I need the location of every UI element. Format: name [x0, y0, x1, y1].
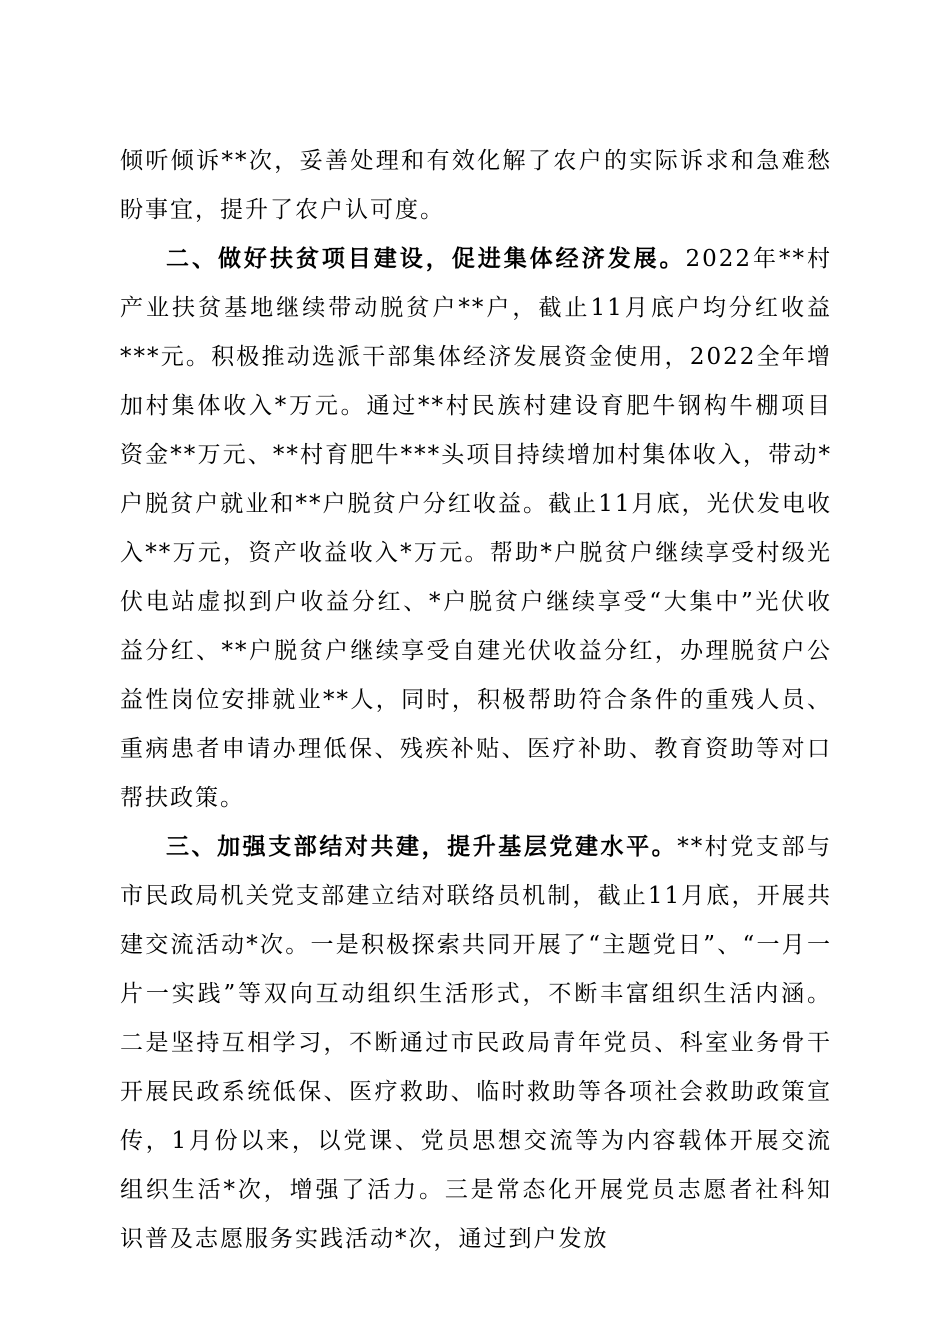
paragraph-continuation: [120, 137, 832, 235]
section-heading: 二、做好扶贫项目建设，促进集体经济发展。: [166, 246, 686, 272]
paragraph-text: 倾听倾诉**次，妥善处理和有效化解了农户的实际诉求和急难愁盼事宜，提升了农户认可度。: [120, 148, 832, 223]
section-heading: 三、加强支部结对共建，提升基层党建水平。: [166, 834, 678, 860]
paragraph-text: 2022年**村产业扶贫基地继续带动脱贫户**户，截止11月底户均分红收益***元。积极推动选派干部集体经济发展资金使用，2022全年增加村集体收入*万元。通过**村民族村建设育肥牛钢构牛棚项目资金**万元、**村育肥牛***头项目持续增加村集体收入，带动*户脱贫户就业和**户脱贫户分红收益。截止11月底，光伏发电收入**万元，资产收益收入*万元。帮助*户脱贫户继续享受村级光伏电站虚拟到户收益分红、*户脱贫户继续享受“大集中”光伏收益分红、**户脱贫户继续享受自建光伏收益分红，办理脱贫户公益性岗位安排就业**人，同时，积极帮助符合条件的重残人员、重病患者申请办理低保、残疾补贴、医疗补助、教育资助等对口帮扶政策。: [120, 246, 832, 811]
paragraph-text: **村党支部与市民政局机关党支部建立结对联络员机制，截止11月底，开展共建交流活动*次。一是积极探索共同开展了“主题党日”、“一月一片一实践”等双向互动组织生活形式，不断丰富组织生活内涵。二是坚持互相学习，不断通过市民政局青年党员、科室业务骨干开展民政系统低保、医疗救助、临时救助等各项社会救助政策宣传，1月份以来，以党课、党员思想交流等为内容载体开展交流组织生活*次，增强了活力。三是常态化开展党员志愿者社科知识普及志愿服务实践活动*次，通过到户发放: [120, 834, 833, 1252]
paragraph-section-three: [120, 823, 832, 1264]
document-body: [120, 137, 832, 1264]
paragraph-section-two: [120, 235, 832, 823]
